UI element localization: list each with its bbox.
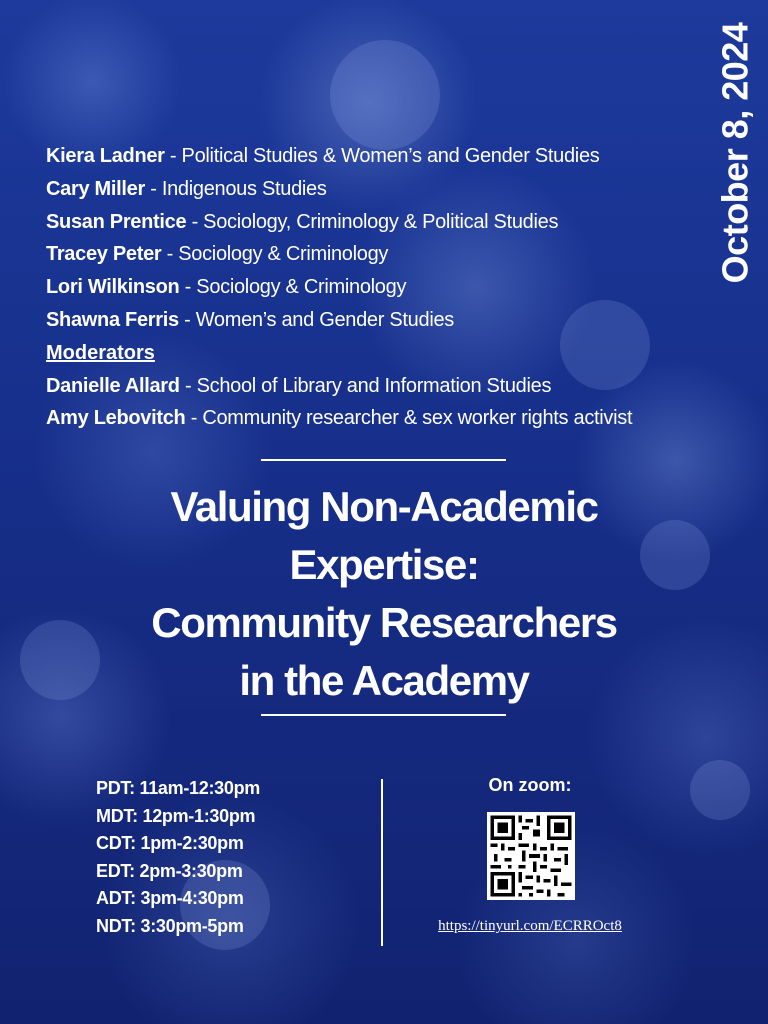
panelist [46, 206, 746, 239]
panelist-name: Kiera Ladner [46, 145, 165, 167]
panelist-affiliation: - Indigenous Studies [144, 177, 327, 200]
panelist-name: Susan Prentice [46, 210, 187, 233]
event-title-line: in the Academy [239, 657, 529, 704]
event-title-line: Community Researchers [151, 599, 617, 646]
time-slot: ADT: 3pm-4:30pm [96, 888, 244, 908]
event-date-text: October 8, 2024 [714, 22, 756, 284]
panelist-affiliation: - Women’s and Gender Studies [178, 308, 454, 331]
bokeh-light [330, 40, 440, 150]
event-title-line: Valuing Non-Academic [170, 483, 598, 530]
time-slot: NDT: 3:30pm-5pm [96, 915, 244, 936]
event-title-line: Expertise: [289, 541, 479, 588]
zoom-label: On zoom: [488, 775, 572, 795]
title-rule-bottom [261, 714, 506, 716]
time-slot: CDT: 1pm-2:30pm [96, 833, 244, 853]
panelist-affiliation: - Sociology & Criminology [161, 243, 389, 266]
event-title [84, 478, 684, 710]
panelist [46, 140, 746, 173]
panelist [46, 271, 746, 304]
panelist [46, 173, 746, 206]
panelist-name: Shawna Ferris [46, 308, 179, 331]
panelist-affiliation: - Political Studies & Women’s and Gender Studies [164, 145, 600, 167]
moderator-name: Amy Lebovitch [46, 407, 186, 430]
panelist [46, 304, 746, 337]
panelist-list [46, 140, 746, 435]
panelist-name: Cary Miller [46, 177, 145, 200]
column-divider [381, 779, 383, 946]
time-slot: MDT: 12pm-1:30pm [96, 805, 256, 826]
title-rule-top [261, 459, 506, 461]
moderator-affiliation: - School of Library and Information Studies [179, 374, 552, 397]
moderator [46, 370, 746, 403]
panelist-affiliation: - Sociology, Criminology & Political Studies [186, 210, 559, 233]
panelist-name: Lori Wilkinson [46, 276, 180, 299]
zoom-link[interactable]: https://tinyurl.com/ECRROct8 [438, 918, 622, 934]
moderator-affiliation: - Community researcher & sex worker rights activist [185, 407, 633, 430]
bokeh-light [690, 760, 750, 820]
panelist-affiliation: - Sociology & Criminology [179, 276, 407, 299]
time-slot: PDT: 11am-12:30pm [96, 778, 260, 798]
time-zone-schedule [96, 775, 260, 940]
panelist [46, 238, 746, 271]
moderators-heading: Moderators [46, 341, 155, 364]
moderator [46, 402, 746, 435]
panelist-name: Tracey Peter [46, 243, 162, 266]
moderator-name: Danielle Allard [46, 374, 180, 397]
time-slot: EDT: 2pm-3:30pm [96, 860, 243, 881]
qr-code-icon[interactable] [487, 812, 575, 900]
